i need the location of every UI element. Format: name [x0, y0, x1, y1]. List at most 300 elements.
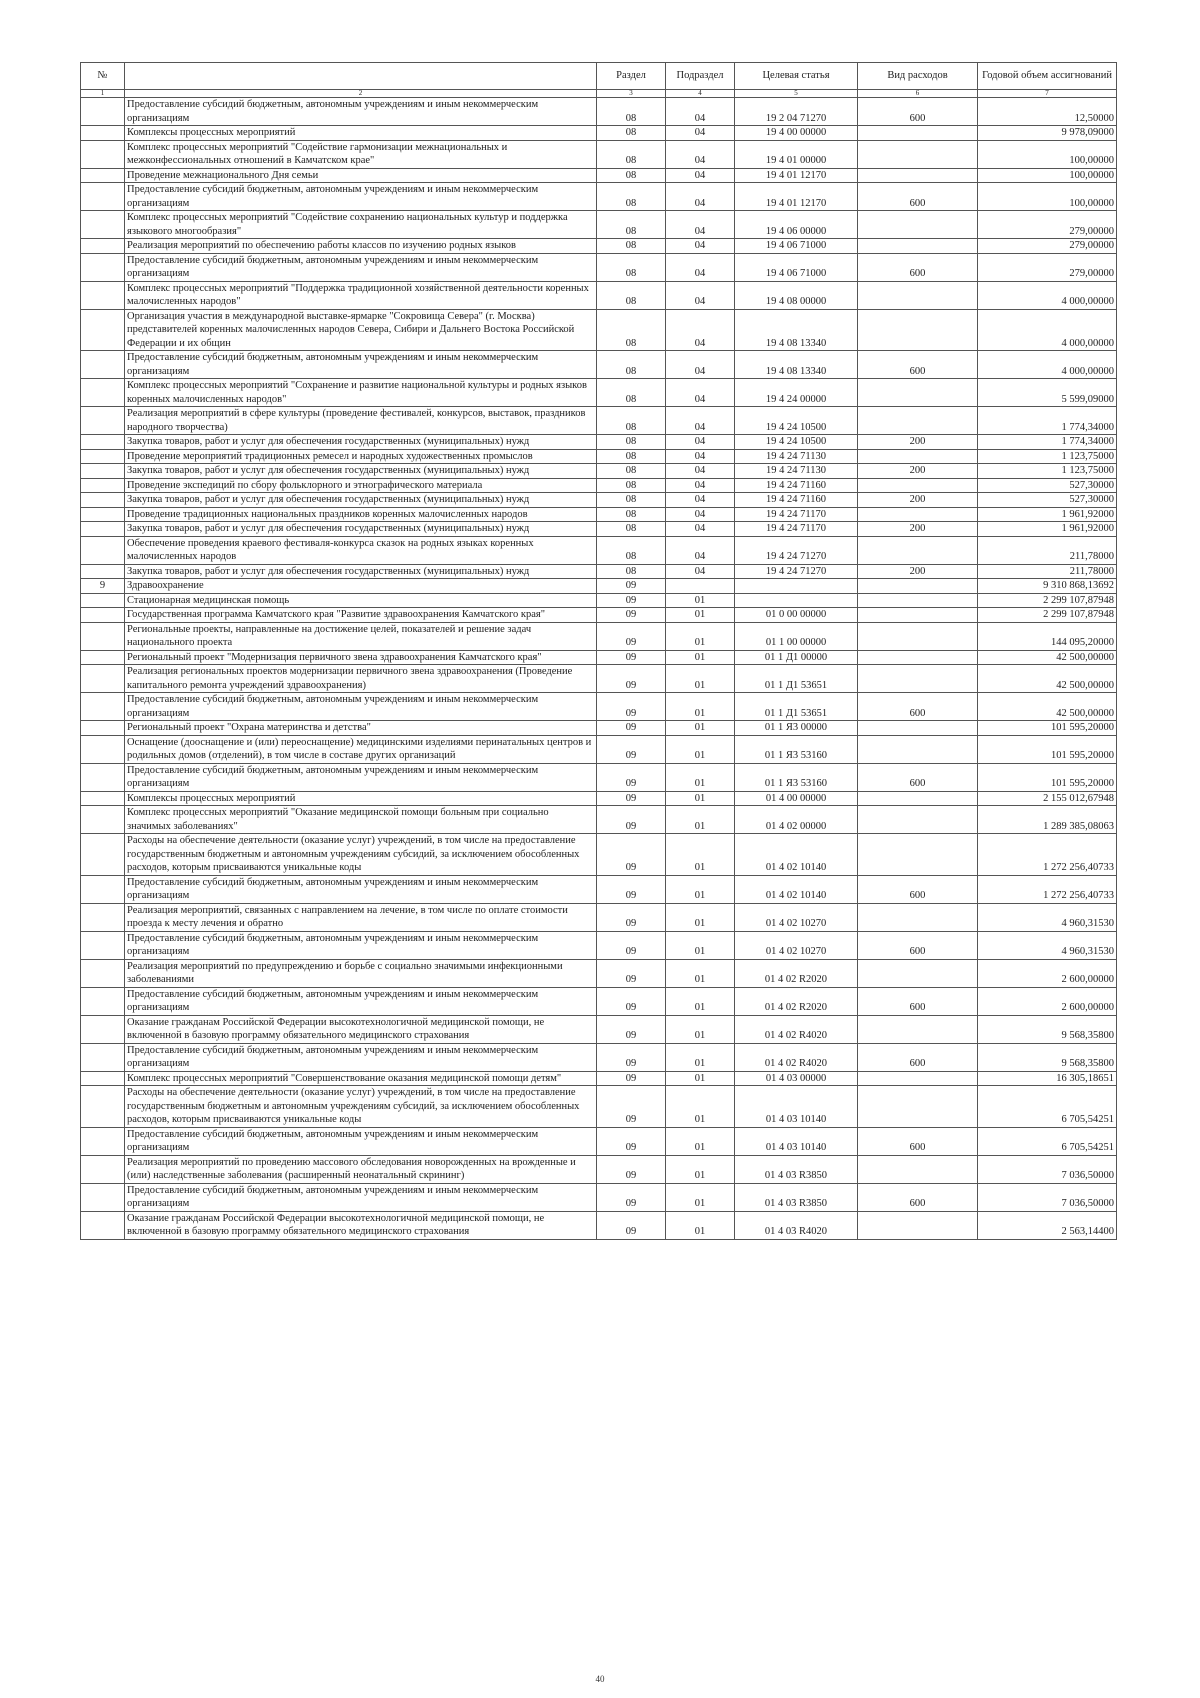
row-number: [81, 1043, 125, 1071]
row-subsection: 01: [666, 1071, 735, 1086]
column-number: 6: [858, 90, 978, 98]
row-subsection: 04: [666, 126, 735, 141]
row-amount: 12,50000: [978, 98, 1117, 126]
row-amount: 1 961,92000: [978, 507, 1117, 522]
row-subsection: 04: [666, 507, 735, 522]
row-subsection: 04: [666, 211, 735, 239]
row-subsection: 04: [666, 464, 735, 479]
row-subsection: 01: [666, 791, 735, 806]
table-row: [81, 140, 1117, 168]
table-row: [81, 721, 1117, 736]
table-row: [81, 1015, 1117, 1043]
row-amount: 100,00000: [978, 168, 1117, 183]
table-row: [81, 1127, 1117, 1155]
table-row: [81, 478, 1117, 493]
table-row: [81, 763, 1117, 791]
header-subsection: Подраздел: [666, 63, 735, 90]
row-number: [81, 1211, 125, 1239]
table-row: [81, 1043, 1117, 1071]
table-row: [81, 579, 1117, 594]
row-expense-type: 200: [858, 435, 978, 450]
row-name: Комплекс процессных мероприятий "Сохранение и развитие национальной культуры и родных языков коренных малочисленных народов": [125, 379, 597, 407]
row-target-article: 01 4 02 R4020: [735, 1015, 858, 1043]
row-section: 09: [597, 903, 666, 931]
row-section: 09: [597, 608, 666, 623]
row-subsection: 01: [666, 693, 735, 721]
row-subsection: 04: [666, 407, 735, 435]
row-subsection: 04: [666, 379, 735, 407]
row-expense-type: 600: [858, 253, 978, 281]
table-row: [81, 281, 1117, 309]
row-expense-type: [858, 959, 978, 987]
row-name: Предоставление субсидий бюджетным, автономным учреждениям и иным некоммерческим организациям: [125, 351, 597, 379]
table-row: [81, 449, 1117, 464]
row-amount: 279,00000: [978, 253, 1117, 281]
row-target-article: 19 2 04 71270: [735, 98, 858, 126]
row-name: Проведение мероприятий традиционных ремесел и народных художественных промыслов: [125, 449, 597, 464]
row-amount: 101 595,20000: [978, 735, 1117, 763]
row-name: Предоставление субсидий бюджетным, автономным учреждениям и иным некоммерческим организациям: [125, 875, 597, 903]
row-name: Реализация мероприятий, связанных с направлением на лечение, в том числе по оплате стоимости проезда к месту лечения и обратно: [125, 903, 597, 931]
row-expense-type: 600: [858, 1127, 978, 1155]
row-target-article: 19 4 24 71130: [735, 464, 858, 479]
table-row: [81, 493, 1117, 508]
row-target-article: 01 1 00 00000: [735, 622, 858, 650]
row-amount: 4 960,31530: [978, 931, 1117, 959]
row-subsection: 01: [666, 763, 735, 791]
table-row: [81, 622, 1117, 650]
row-section: 09: [597, 834, 666, 876]
row-name: Комплекс процессных мероприятий "Содействие гармонизации межнациональных и межконфессиональных отношений в Камчатском крае": [125, 140, 597, 168]
row-target-article: 19 4 24 00000: [735, 379, 858, 407]
row-subsection: 01: [666, 665, 735, 693]
row-number: [81, 126, 125, 141]
row-name: Предоставление субсидий бюджетным, автономным учреждениям и иным некоммерческим организациям: [125, 1127, 597, 1155]
row-section: 08: [597, 379, 666, 407]
row-subsection: 04: [666, 98, 735, 126]
row-expense-type: [858, 1015, 978, 1043]
row-number: [81, 834, 125, 876]
row-section: 08: [597, 493, 666, 508]
row-target-article: 19 4 24 71130: [735, 449, 858, 464]
row-amount: 100,00000: [978, 140, 1117, 168]
row-target-article: 01 4 02 00000: [735, 806, 858, 834]
row-section: 09: [597, 1127, 666, 1155]
row-amount: 100,00000: [978, 183, 1117, 211]
row-amount: 527,30000: [978, 478, 1117, 493]
column-number: 2: [125, 90, 597, 98]
row-expense-type: [858, 1155, 978, 1183]
row-name: Предоставление субсидий бюджетным, автономным учреждениям и иным некоммерческим организациям: [125, 763, 597, 791]
row-expense-type: 600: [858, 98, 978, 126]
header-target-article: Целевая статья: [735, 63, 858, 90]
table-row: [81, 1155, 1117, 1183]
table-row: [81, 168, 1117, 183]
row-name: Предоставление субсидий бюджетным, автономным учреждениям и иным некоммерческим организациям: [125, 98, 597, 126]
row-target-article: 01 4 02 R4020: [735, 1043, 858, 1071]
row-amount: 2 155 012,67948: [978, 791, 1117, 806]
row-target-article: 01 0 00 00000: [735, 608, 858, 623]
row-name: Комплексы процессных мероприятий: [125, 126, 597, 141]
row-amount: 2 299 107,87948: [978, 608, 1117, 623]
row-name: Предоставление субсидий бюджетным, автономным учреждениям и иным некоммерческим организациям: [125, 987, 597, 1015]
row-section: 09: [597, 579, 666, 594]
row-subsection: 01: [666, 1043, 735, 1071]
table-row: [81, 806, 1117, 834]
row-subsection: 04: [666, 253, 735, 281]
row-expense-type: 600: [858, 1183, 978, 1211]
row-amount: 2 600,00000: [978, 959, 1117, 987]
row-amount: 6 705,54251: [978, 1086, 1117, 1128]
row-amount: 7 036,50000: [978, 1155, 1117, 1183]
row-expense-type: [858, 507, 978, 522]
row-number: [81, 351, 125, 379]
row-section: 08: [597, 168, 666, 183]
row-amount: 4 000,00000: [978, 281, 1117, 309]
row-section: 09: [597, 791, 666, 806]
row-subsection: 01: [666, 987, 735, 1015]
row-expense-type: 600: [858, 875, 978, 903]
column-number: 5: [735, 90, 858, 98]
table-row: [81, 1086, 1117, 1128]
row-name: Предоставление субсидий бюджетным, автономным учреждениям и иным некоммерческим организациям: [125, 931, 597, 959]
row-expense-type: 200: [858, 493, 978, 508]
row-number: [81, 721, 125, 736]
table-row: [81, 464, 1117, 479]
table-row: [81, 239, 1117, 254]
row-number: [81, 435, 125, 450]
row-amount: 2 600,00000: [978, 987, 1117, 1015]
row-target-article: 01 1 Я3 00000: [735, 721, 858, 736]
row-target-article: 19 4 08 13340: [735, 309, 858, 351]
row-expense-type: [858, 449, 978, 464]
table-row: [81, 435, 1117, 450]
row-target-article: 01 1 Д1 00000: [735, 650, 858, 665]
table-row: [81, 903, 1117, 931]
row-number: [81, 239, 125, 254]
row-subsection: 01: [666, 650, 735, 665]
row-name: Оказание гражданам Российской Федерации высокотехнологичной медицинской помощи, не включенной в базовую программу обязательного медицинского страхования: [125, 1211, 597, 1239]
row-expense-type: [858, 579, 978, 594]
row-number: [81, 281, 125, 309]
row-name: Комплекс процессных мероприятий "Поддержка традиционной хозяйственной деятельности коренных малочисленных народов": [125, 281, 597, 309]
row-section: 09: [597, 665, 666, 693]
row-number: [81, 622, 125, 650]
row-number: [81, 1015, 125, 1043]
header-name: [125, 63, 597, 90]
row-target-article: 19 4 24 71160: [735, 478, 858, 493]
row-number: [81, 735, 125, 763]
row-name: Оказание гражданам Российской Федерации высокотехнологичной медицинской помощи, не включенной в базовую программу обязательного медицинского страхования: [125, 1015, 597, 1043]
row-expense-type: [858, 834, 978, 876]
row-number: [81, 522, 125, 537]
row-name: Закупка товаров, работ и услуг для обеспечения государственных (муниципальных) нужд: [125, 464, 597, 479]
table-row: [81, 693, 1117, 721]
row-amount: 1 774,34000: [978, 435, 1117, 450]
row-target-article: 01 4 03 10140: [735, 1086, 858, 1128]
row-amount: 144 095,20000: [978, 622, 1117, 650]
row-expense-type: [858, 903, 978, 931]
row-expense-type: [858, 536, 978, 564]
row-subsection: 01: [666, 721, 735, 736]
row-number: [81, 211, 125, 239]
row-number: [81, 665, 125, 693]
row-section: 08: [597, 564, 666, 579]
row-target-article: 19 4 24 10500: [735, 407, 858, 435]
row-name: Предоставление субсидий бюджетным, автономным учреждениям и иным некоммерческим организациям: [125, 253, 597, 281]
table-row: [81, 98, 1117, 126]
row-amount: 9 568,35800: [978, 1015, 1117, 1043]
row-subsection: 04: [666, 351, 735, 379]
row-amount: 16 305,18651: [978, 1071, 1117, 1086]
row-section: 09: [597, 875, 666, 903]
page-number: 40: [595, 1674, 605, 1684]
row-name: Предоставление субсидий бюджетным, автономным учреждениям и иным некоммерческим организациям: [125, 693, 597, 721]
row-amount: 7 036,50000: [978, 1183, 1117, 1211]
table-row: [81, 608, 1117, 623]
row-name: Расходы на обеспечение деятельности (оказание услуг) учреждений, в том числе на предоставление государственным бюджетным и автономным учреждениям субсидий, за исключением обособленных расходов, которым присваиваются уникальные коды: [125, 1086, 597, 1128]
row-target-article: 01 4 03 R3850: [735, 1155, 858, 1183]
row-amount: 9 310 868,13692: [978, 579, 1117, 594]
row-expense-type: [858, 281, 978, 309]
table-row: [81, 959, 1117, 987]
row-section: 09: [597, 1071, 666, 1086]
column-number: 3: [597, 90, 666, 98]
row-section: 08: [597, 140, 666, 168]
row-section: 09: [597, 987, 666, 1015]
row-subsection: 04: [666, 449, 735, 464]
row-section: 08: [597, 253, 666, 281]
row-subsection: 01: [666, 834, 735, 876]
row-name: Обеспечение проведения краевого фестиваля-конкурса сказок на родных языках коренных малочисленных народов: [125, 536, 597, 564]
row-expense-type: [858, 309, 978, 351]
row-expense-type: 200: [858, 522, 978, 537]
row-amount: 1 289 385,08063: [978, 806, 1117, 834]
row-section: 09: [597, 931, 666, 959]
row-subsection: 04: [666, 140, 735, 168]
table-row: [81, 564, 1117, 579]
row-expense-type: 200: [858, 564, 978, 579]
table-row: [81, 309, 1117, 351]
table-row: [81, 253, 1117, 281]
row-subsection: 04: [666, 309, 735, 351]
row-expense-type: 600: [858, 987, 978, 1015]
row-expense-type: 600: [858, 693, 978, 721]
row-section: 08: [597, 239, 666, 254]
row-number: [81, 763, 125, 791]
row-expense-type: [858, 379, 978, 407]
row-target-article: 01 4 02 10270: [735, 903, 858, 931]
row-subsection: 01: [666, 1127, 735, 1155]
row-section: 08: [597, 351, 666, 379]
row-number: [81, 1086, 125, 1128]
row-section: 08: [597, 435, 666, 450]
row-number: [81, 987, 125, 1015]
row-section: 08: [597, 281, 666, 309]
row-target-article: 01 1 Я3 53160: [735, 735, 858, 763]
row-section: 08: [597, 407, 666, 435]
row-section: 09: [597, 1043, 666, 1071]
row-expense-type: [858, 806, 978, 834]
row-target-article: 01 1 Я3 53160: [735, 763, 858, 791]
row-amount: 42 500,00000: [978, 665, 1117, 693]
row-subsection: 01: [666, 622, 735, 650]
row-section: 09: [597, 1211, 666, 1239]
table-row: [81, 183, 1117, 211]
row-expense-type: [858, 478, 978, 493]
row-expense-type: [858, 735, 978, 763]
row-target-article: 19 4 01 12170: [735, 168, 858, 183]
table-row: [81, 987, 1117, 1015]
row-expense-type: [858, 622, 978, 650]
row-section: 09: [597, 763, 666, 791]
row-target-article: 19 4 06 71000: [735, 253, 858, 281]
row-amount: 4 960,31530: [978, 903, 1117, 931]
row-target-article: 19 4 08 13340: [735, 351, 858, 379]
row-target-article: 01 4 02 R2020: [735, 959, 858, 987]
header-annual-amount: Годовой объем ассигнований: [978, 63, 1117, 90]
table-row: [81, 536, 1117, 564]
table-row: [81, 507, 1117, 522]
table-row: [81, 931, 1117, 959]
row-name: Комплекс процессных мероприятий "Оказание медицинской помощи больным при социально значимых заболеваниях": [125, 806, 597, 834]
row-number: [81, 407, 125, 435]
row-amount: 4 000,00000: [978, 309, 1117, 351]
row-target-article: [735, 579, 858, 594]
row-section: 09: [597, 1015, 666, 1043]
row-name: Реализация мероприятий в сфере культуры (проведение фестивалей, конкурсов, выставок, праздников народного творчества): [125, 407, 597, 435]
table-row: [81, 351, 1117, 379]
row-section: 08: [597, 536, 666, 564]
row-subsection: 04: [666, 536, 735, 564]
row-name: Проведение межнационального Дня семьи: [125, 168, 597, 183]
table-row: [81, 407, 1117, 435]
row-name: Оснащение (дооснащение и (или) переоснащение) медицинскими изделиями перинатальных центров и родильных домов (отделений), в том числе в составе других организаций: [125, 735, 597, 763]
row-section: 08: [597, 507, 666, 522]
row-number: [81, 931, 125, 959]
row-target-article: 01 4 03 10140: [735, 1127, 858, 1155]
row-expense-type: [858, 239, 978, 254]
row-number: [81, 309, 125, 351]
row-number: [81, 1071, 125, 1086]
row-name: Комплекс процессных мероприятий "Совершенствование оказания медицинской помощи детям": [125, 1071, 597, 1086]
row-subsection: 04: [666, 239, 735, 254]
row-subsection: 04: [666, 435, 735, 450]
row-subsection: 01: [666, 931, 735, 959]
row-target-article: 19 4 24 71160: [735, 493, 858, 508]
row-section: 08: [597, 478, 666, 493]
row-amount: 279,00000: [978, 239, 1117, 254]
row-name: Региональный проект "Модернизация первичного звена здравоохранения Камчатского края": [125, 650, 597, 665]
row-subsection: 01: [666, 903, 735, 931]
row-amount: 2 563,14400: [978, 1211, 1117, 1239]
row-expense-type: 600: [858, 1043, 978, 1071]
row-amount: 9 978,09000: [978, 126, 1117, 141]
table-row: [81, 211, 1117, 239]
row-amount: 1 272 256,40733: [978, 834, 1117, 876]
row-name: Государственная программа Камчатского края "Развитие здравоохранения Камчатского края": [125, 608, 597, 623]
row-expense-type: 600: [858, 931, 978, 959]
row-section: 08: [597, 98, 666, 126]
row-section: 08: [597, 309, 666, 351]
row-expense-type: [858, 140, 978, 168]
table-row: [81, 379, 1117, 407]
row-section: 09: [597, 959, 666, 987]
row-target-article: 01 4 00 00000: [735, 791, 858, 806]
row-target-article: 19 4 01 00000: [735, 140, 858, 168]
row-subsection: 04: [666, 522, 735, 537]
row-expense-type: 200: [858, 464, 978, 479]
row-target-article: 19 4 24 71170: [735, 522, 858, 537]
row-subsection: 01: [666, 1211, 735, 1239]
row-expense-type: [858, 721, 978, 736]
row-amount: 1 123,75000: [978, 464, 1117, 479]
row-number: 9: [81, 579, 125, 594]
row-name: Региональные проекты, направленные на достижение целей, показателей и решение задач национального проекта: [125, 622, 597, 650]
row-number: [81, 183, 125, 211]
row-expense-type: [858, 407, 978, 435]
row-number: [81, 1155, 125, 1183]
column-number: 1: [81, 90, 125, 98]
row-section: 09: [597, 593, 666, 608]
row-number: [81, 168, 125, 183]
row-name: Проведение традиционных национальных праздников коренных малочисленных народов: [125, 507, 597, 522]
row-subsection: 01: [666, 1183, 735, 1211]
row-amount: 9 568,35800: [978, 1043, 1117, 1071]
row-number: [81, 875, 125, 903]
row-number: [81, 478, 125, 493]
row-number: [81, 449, 125, 464]
row-amount: 4 000,00000: [978, 351, 1117, 379]
row-target-article: 19 4 00 00000: [735, 126, 858, 141]
row-subsection: 04: [666, 281, 735, 309]
row-number: [81, 253, 125, 281]
row-subsection: 01: [666, 1086, 735, 1128]
row-name: Здравоохранение: [125, 579, 597, 594]
row-expense-type: [858, 1071, 978, 1086]
table-body: [81, 98, 1117, 1240]
row-target-article: 19 4 24 71170: [735, 507, 858, 522]
row-target-article: 01 4 03 R4020: [735, 1211, 858, 1239]
row-number: [81, 693, 125, 721]
row-target-article: 19 4 08 00000: [735, 281, 858, 309]
row-subsection: 01: [666, 959, 735, 987]
table-row: [81, 1183, 1117, 1211]
table-row: [81, 650, 1117, 665]
row-amount: 42 500,00000: [978, 650, 1117, 665]
row-target-article: 01 1 Д1 53651: [735, 665, 858, 693]
row-amount: 2 299 107,87948: [978, 593, 1117, 608]
row-expense-type: [858, 593, 978, 608]
row-section: 08: [597, 211, 666, 239]
row-expense-type: [858, 168, 978, 183]
row-section: 08: [597, 183, 666, 211]
row-number: [81, 903, 125, 931]
row-section: 09: [597, 693, 666, 721]
row-section: 09: [597, 806, 666, 834]
row-name: Закупка товаров, работ и услуг для обеспечения государственных (муниципальных) нужд: [125, 522, 597, 537]
row-number: [81, 140, 125, 168]
row-subsection: 04: [666, 168, 735, 183]
row-subsection: 01: [666, 1155, 735, 1183]
row-subsection: 01: [666, 593, 735, 608]
header-number: №: [81, 63, 125, 90]
row-number: [81, 536, 125, 564]
row-subsection: 01: [666, 806, 735, 834]
row-expense-type: [858, 1211, 978, 1239]
row-expense-type: [858, 665, 978, 693]
row-target-article: 01 4 02 10140: [735, 875, 858, 903]
